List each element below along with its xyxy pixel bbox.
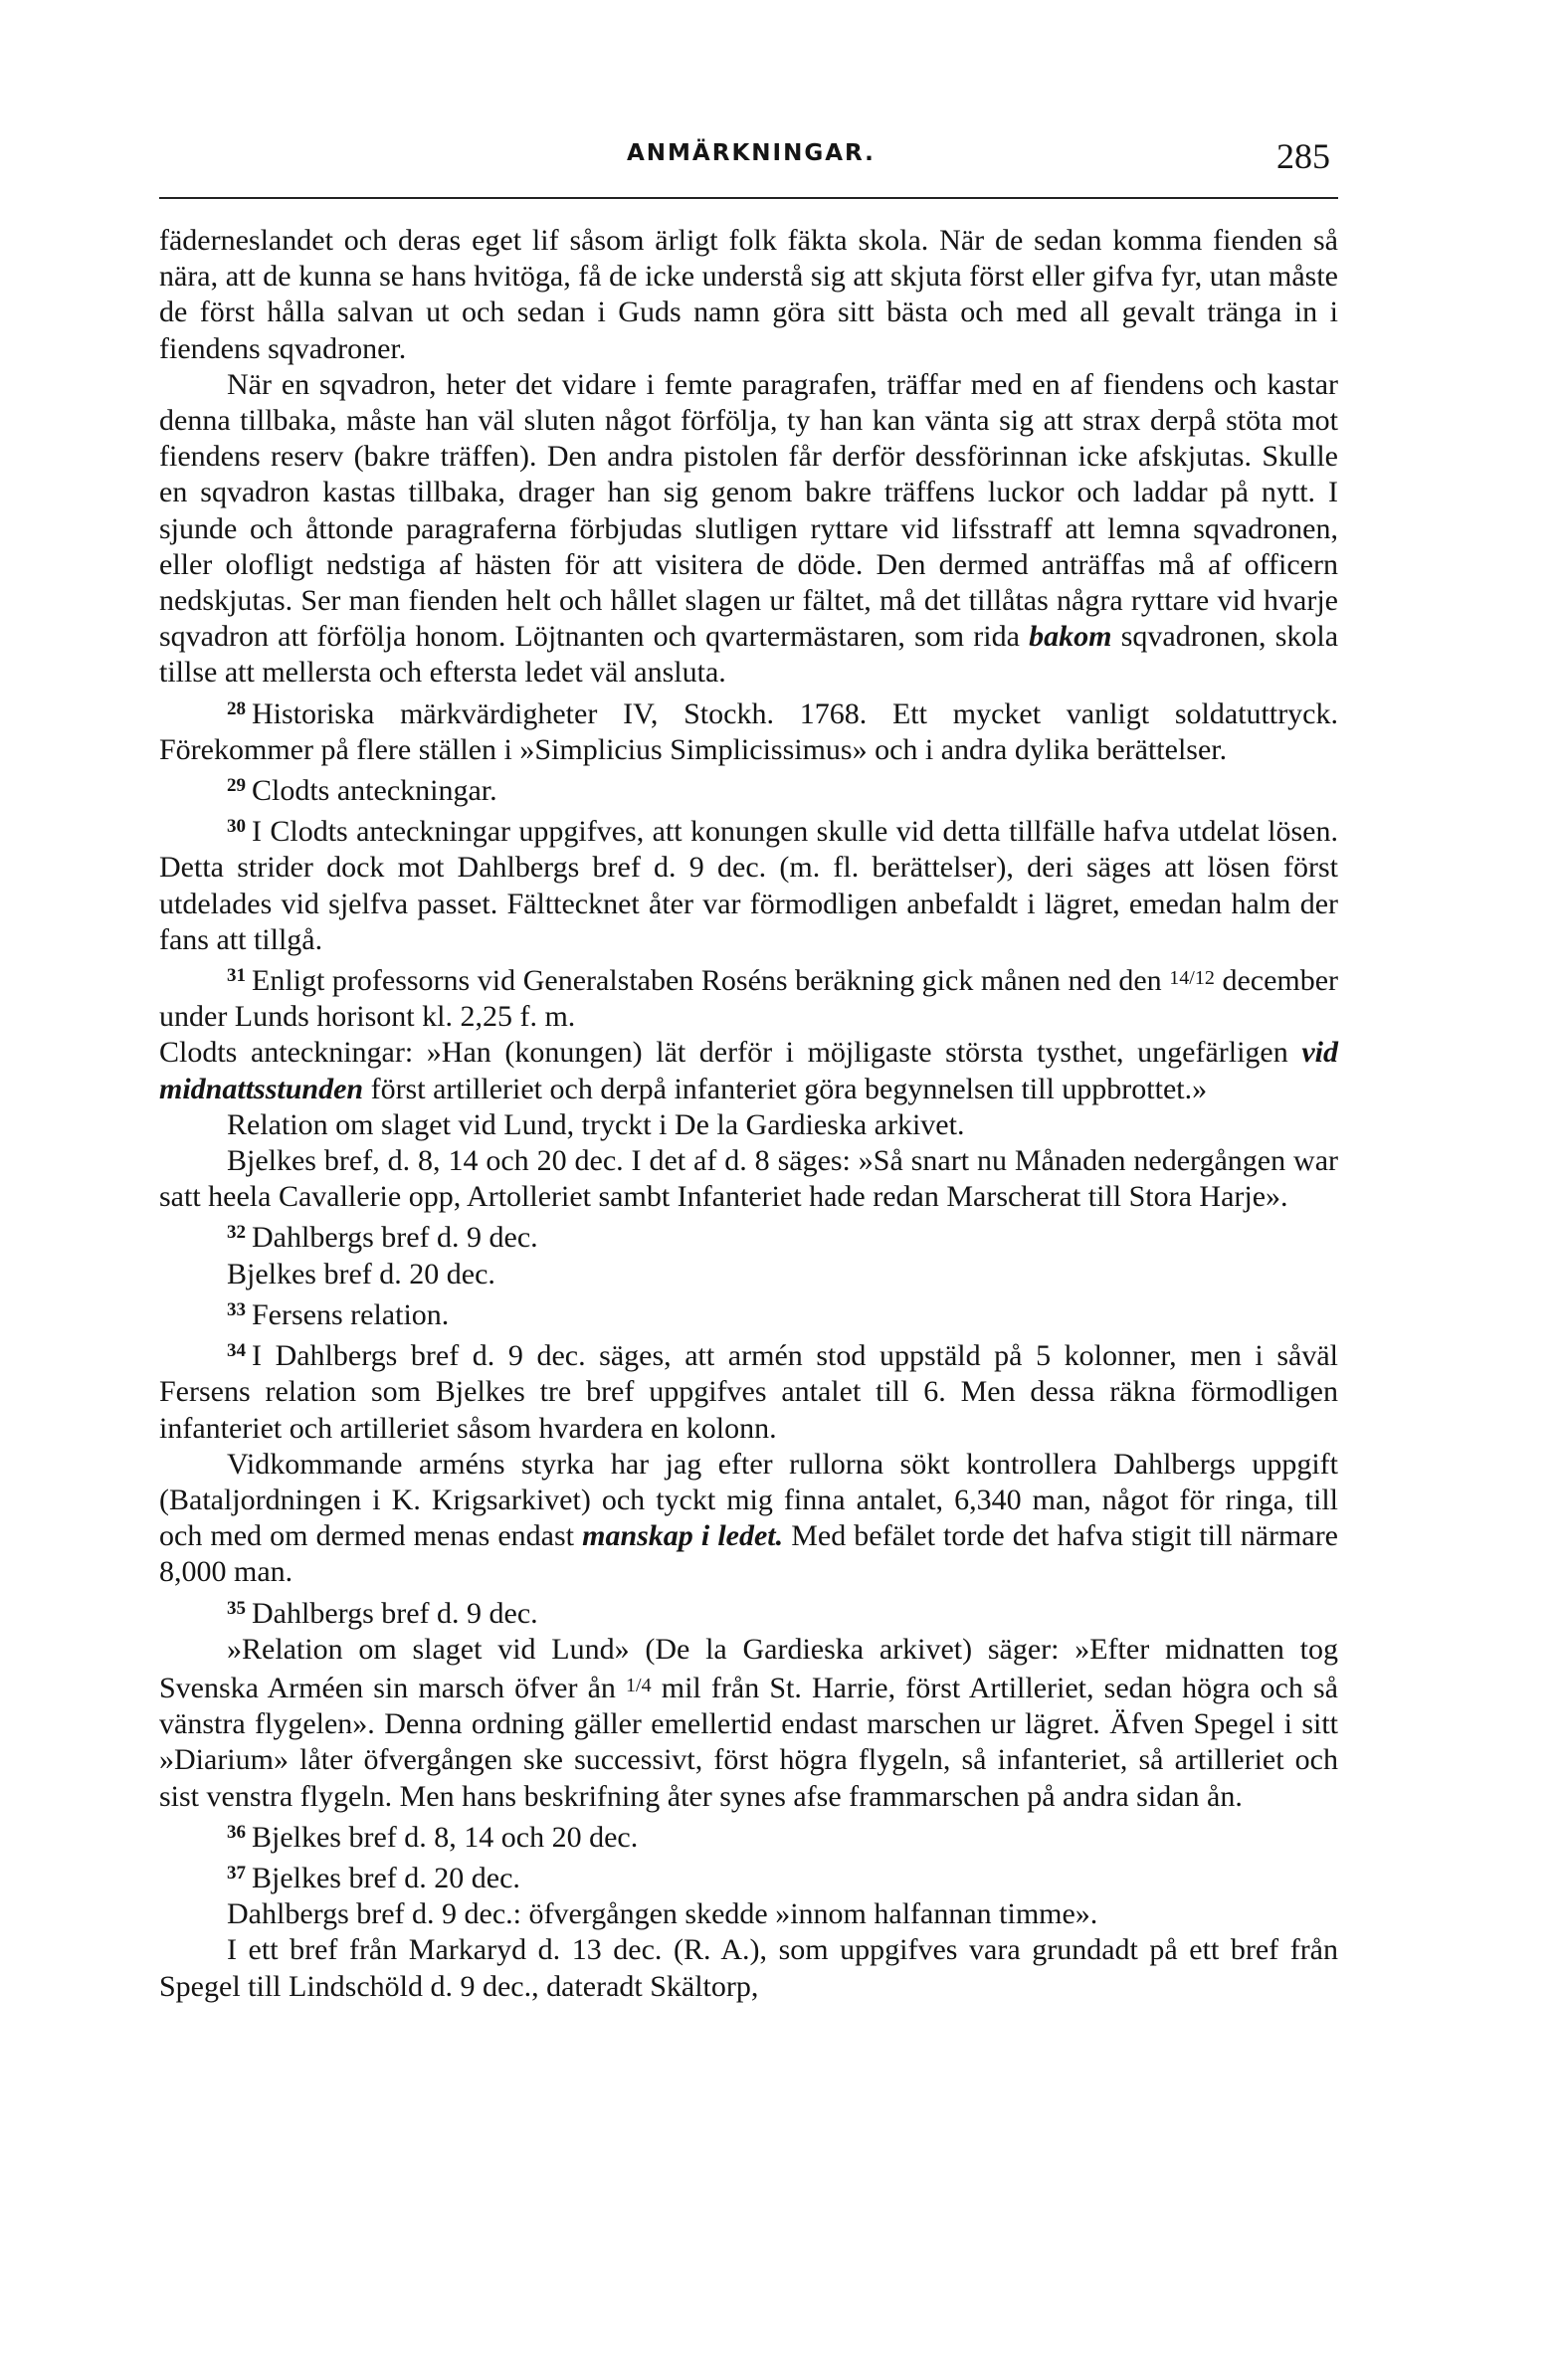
- footnote-number: 31: [227, 965, 246, 987]
- footnote-text: Dahlbergs bref d. 9 dec.: [252, 1596, 538, 1630]
- footnote-32: [159, 1215, 1338, 1256]
- paragraph: [159, 1447, 1338, 1591]
- paragraph-text: Dahlbergs bref d. 9 dec.: öfvergången skedde »innom halfannan timme».: [227, 1897, 1098, 1931]
- footnote-36: [159, 1815, 1338, 1856]
- footnote-number: 32: [227, 1222, 246, 1244]
- footnote-text: Bjelkes bref d. 8, 14 och 20 dec.: [252, 1820, 639, 1854]
- footnote-30: [159, 809, 1338, 958]
- paragraph: [159, 1932, 1338, 2004]
- footnote-28: [159, 692, 1338, 768]
- footnote-number: 28: [227, 697, 246, 719]
- footnote-number: 35: [227, 1597, 246, 1619]
- footnote-number: 37: [227, 1862, 246, 1884]
- footnote-number: 36: [227, 1821, 246, 1843]
- paragraph: [159, 1896, 1338, 1932]
- italic-text: manskap i ledet.: [582, 1519, 784, 1553]
- footnote-number: 30: [227, 816, 246, 838]
- footnote-text: I Dahlbergs bref d. 9 dec. säges, att armén stod uppstäld på 5 kolonner, men i såväl Fersens relation som Bjelkes tre bref uppgifves antalet till 6. Men dessa räkna förmodligen infanteriet och artilleriet såsom hvardera en kolonn.: [159, 1339, 1338, 1445]
- footnote-34: [159, 1333, 1338, 1447]
- paragraph-text: I ett bref från Markaryd d. 13 dec. (R. A.), som uppgifves vara grundadt på ett bref från Spegel till Lindschöld d. 9 dec., dateradt Skältorp,: [159, 1933, 1338, 2003]
- page-number: 285: [1276, 136, 1330, 176]
- paragraph-text: Med befälet torde det hafva stigit till närmare 8,000 man.: [159, 1519, 1338, 1589]
- paragraph: [159, 1107, 1338, 1143]
- paragraph: [159, 1257, 1338, 1292]
- paragraph-text: fäderneslandet och deras eget lif såsom ärligt folk fäkta skola. När de sedan komma fienden så nära, att de kunna se hans hvitöga, få de icke understå sig att skjuta först eller gifva fyr, utan måste de först hålla salvan ut och sedan i Guds namn göra sitt bästa och med all gevalt tränga in i fiendens sqvadroner.: [159, 224, 1338, 365]
- footnote-35: [159, 1591, 1338, 1632]
- paragraph-text: Relation om slaget vid Lund, tryckt i De la Gardieska arkivet.: [227, 1107, 965, 1141]
- paragraph-text: Bjelkes bref, d. 8, 14 och 20 dec. I det af d. 8 säges: »Så snart nu Månaden nedergången war satt heela Cavallerie opp, Artolleriet sambt Infanteriet hade redan Marscherat till Stora Harje».: [159, 1144, 1338, 1214]
- paragraph-text: Bjelkes bref d. 20 dec.: [227, 1257, 495, 1290]
- paragraph: [159, 1143, 1338, 1215]
- fraction: 1/4: [626, 1674, 652, 1696]
- footnote-number: 29: [227, 775, 246, 797]
- footnote-text: december under Lunds horisont kl. 2,25 f. m.: [159, 964, 1339, 1034]
- paragraph: [159, 1632, 1338, 1815]
- paragraph-text: sqvadronen, skola tillse att mellersta och eftersta ledet väl ansluta.: [159, 620, 1339, 690]
- paragraph-text: Clodts anteckningar: »Han (konungen) lät derför i möjligaste största tysthet, ungefärligen: [159, 1036, 1288, 1070]
- paragraph: [159, 223, 1338, 367]
- paragraph-text: När en sqvadron, heter det vidare i femte paragrafen, träffar med en af fiendens och kastar denna tillbaka, måste han väl sluten något förfölja, ty han kan vänta sig att strax derpå stöta mot fiendens reserv (bakre träffen). Den andra pistolen får derför dessförinnan icke afskjutas. Skulle en sqvadron kastas tillbaka, drager han sig genom bakre träffens luckor och laddar på nytt. I sjunde och åttonde paragraferna förbjudas slutligen ryttare vid lifsstraff att lemna sqvadronen, eller olofligt nedstiga af hästen för att visitera de döde. Den dermed anträffas må af officern nedskjutas. Ser man fienden helt och hållet slagen ur fältet, må det tillåtas några ryttare vid hvarje sqvadron att förfölja honom. Löjtnanten och qvartermästaren, som rida: [159, 367, 1338, 654]
- paragraph-text: Vidkommande arméns styrka har jag efter rullorna sökt kontrollera Dahlbergs uppgift (Bataljordningen i K. Krigsarkivet) och tyckt mig finna antalet, 6,340 man, något för ringa, till och med om dermed menas endast: [159, 1447, 1338, 1553]
- italic-text: vid midnattsstunden: [159, 1036, 1338, 1105]
- paragraph: [159, 1035, 1338, 1106]
- paragraph-text: först artilleriet och derpå infanteriet göra begynnelsen till uppbrottet.»: [370, 1072, 1208, 1105]
- page-header: [159, 137, 1338, 199]
- paragraph-text: »Relation om slaget vid Lund» (De la Gardieska arkivet) säger: »Efter midnatten tog Svenska Arméen sin marsch öfver ån: [159, 1632, 1338, 1704]
- footnote-31: [159, 958, 1338, 1035]
- footnote-number: 33: [227, 1298, 246, 1320]
- footnote-number: 34: [227, 1340, 246, 1362]
- running-title: ANMÄRKNINGAR.: [627, 140, 876, 166]
- footnote-29: [159, 768, 1338, 809]
- italic-text: bakom: [1029, 620, 1112, 654]
- notes-body: [159, 223, 1338, 2005]
- footnote-text: Dahlbergs bref d. 9 dec.: [252, 1221, 538, 1255]
- footnote-text: Clodts anteckningar.: [252, 774, 497, 808]
- footnote-33: [159, 1292, 1338, 1333]
- footnote-text: Bjelkes bref d. 20 dec.: [252, 1861, 520, 1894]
- footnote-text: Fersens relation.: [252, 1297, 450, 1331]
- footnote-37: [159, 1856, 1338, 1896]
- footnote-text: Historiska märkvärdigheter IV, Stockh. 1768. Ett mycket vanligt soldatuttryck. Förekommer på flere ställen i »Simplicius Simplicissimus» och i andra dylika berättelser.: [159, 696, 1338, 766]
- footnote-text: I Clodts anteckningar uppgifves, att konungen skulle vid detta tillfälle hafva utdelat lösen. Detta strider dock mot Dahlbergs bref d. 9 dec. (m. fl. berättelser), deri säges att lösen först utdelades vid sjelfva passet. Fälttecknet åter var förmodligen anbefaldt i lägret, emedan halm der fans att tillgå.: [159, 815, 1338, 956]
- paragraph-text: mil från St. Harrie, först Artilleriet, sedan högra och så vänstra flygelen». Denna ordning gäller emellertid endast marschen ur lägret. Äfven Spegel i sitt »Diarium» låter öfvergången ske successivt, först högra flygeln, så infanteriet, så artilleriet och sist venstra flygeln. Men hans beskrifning åter synes afse frammarschen på andra sidan ån.: [159, 1671, 1338, 1813]
- paragraph: [159, 367, 1338, 692]
- fraction: 14/12: [1169, 967, 1215, 990]
- footnote-text: Enligt professorns vid Generalstaben Roséns beräkning gick månen ned den: [252, 964, 1162, 998]
